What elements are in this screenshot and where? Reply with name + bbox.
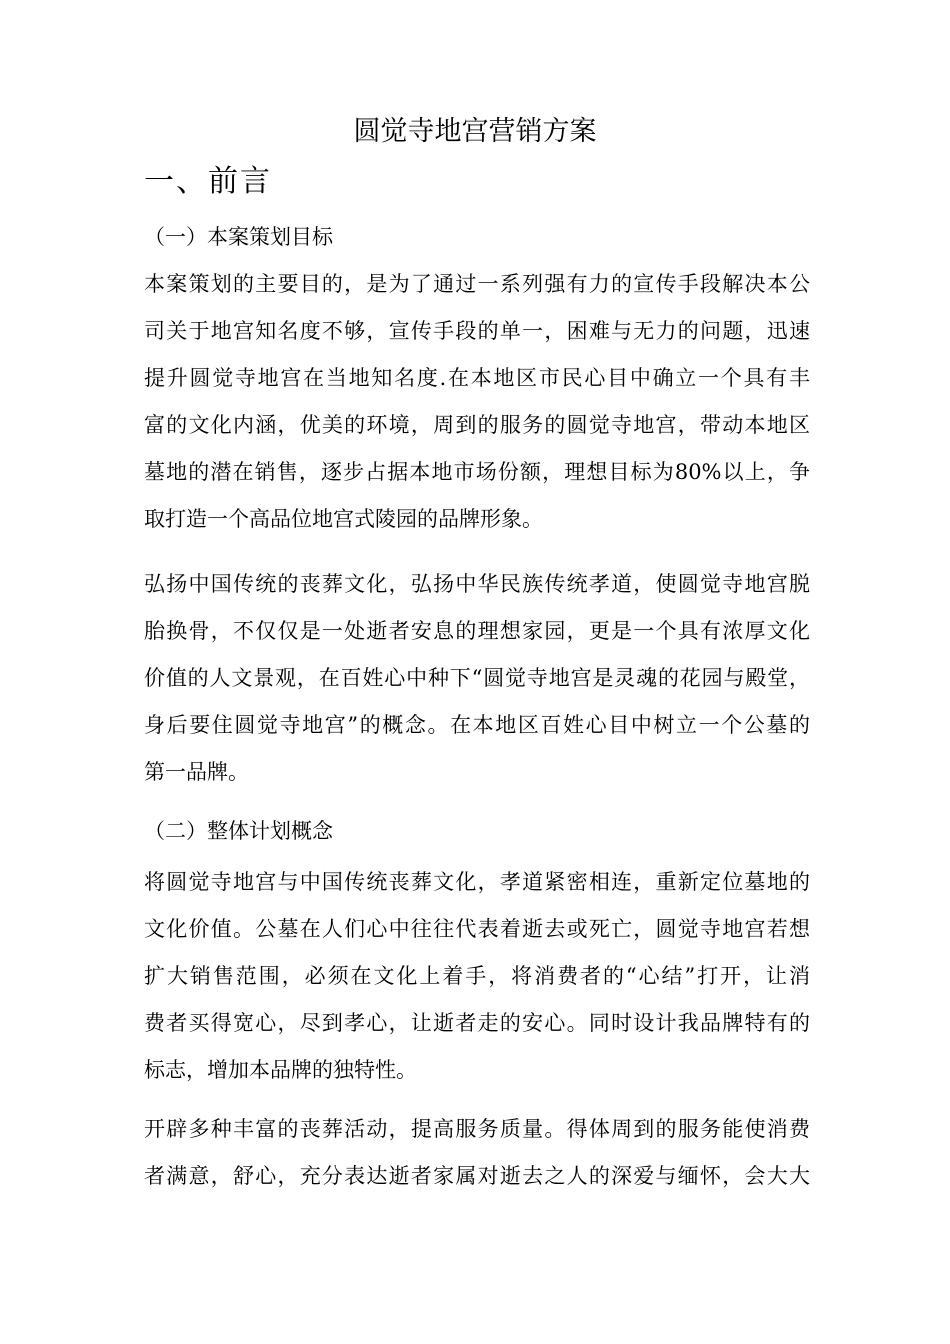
paragraph-line: 价值的人文景观，在百姓心中种下“圆觉寺地宫是灵魂的花园与殿堂， (144, 666, 810, 690)
paragraph-line: 身后要住圆觉寺地宫”的概念。在本地区百姓心目中树立一个公墓的 (144, 713, 810, 737)
paragraph-line: 提升圆觉寺地宫在当地知名度.在本地区市民心目中确立一个具有丰 (144, 366, 810, 390)
paragraph-concept-2 (144, 1106, 810, 1200)
paragraph-line: 本案策划的主要目的，是为了通过一系列强有力的宣传手段解决本公 (144, 272, 810, 296)
document-title: 圆觉寺地宫营销方案 (353, 116, 597, 147)
paragraph-line: 扩大销售范围，必须在文化上着手，将消费者的“心结”打开，让消 (144, 964, 810, 988)
paragraph-line: 取打造一个高品位地宫式陵园的品牌形象。 (144, 507, 543, 531)
paragraph-line: 标志，增加本品牌的独特性。 (144, 1058, 417, 1082)
paragraph-line: 墓地的潜在销售，逐步占据本地市场份额，理想目标为80%以上，争 (144, 460, 810, 484)
paragraph-line: 文化价值。公墓在人们心中往往代表着逝去或死亡，圆觉寺地宫若想 (144, 917, 810, 941)
section-heading-preface: 一、前言 (144, 164, 272, 199)
paragraph-line: 将圆觉寺地宫与中国传统丧葬文化，孝道紧密相连，重新定位墓地的 (144, 870, 810, 894)
paragraph-goal-2 (144, 561, 810, 796)
paragraph-line: 胎换骨，不仅仅是一处逝者安息的理想家园，更是一个具有浓厚文化 (144, 619, 810, 643)
paragraph-line: 开辟多种丰富的丧葬活动，提高服务质量。得体周到的服务能使消费 (144, 1117, 810, 1141)
subsection-heading-goal: （一）本案策划目标 (144, 225, 333, 249)
paragraph-concept-1 (144, 859, 810, 1094)
paragraph-line: 富的文化内涵，优美的环境，周到的服务的圆觉寺地宫，带动本地区 (144, 413, 810, 437)
paragraph-line: 司关于地宫知名度不够，宣传手段的单一，困难与无力的问题，迅速 (144, 319, 810, 343)
paragraph-line: 者满意，舒心，充分表达逝者家属对逝去之人的深爱与缅怀，会大大 (144, 1164, 810, 1188)
paragraph-line: 第一品牌。 (144, 760, 249, 784)
paragraph-goal-1 (144, 261, 810, 543)
subsection-heading-concept: （二）整体计划概念 (144, 819, 333, 843)
paragraph-line: 弘扬中国传统的丧葬文化，弘扬中华民族传统孝道，使圆觉寺地宫脱 (144, 572, 810, 596)
paragraph-line: 费者买得宽心，尽到孝心，让逝者走的安心。同时设计我品牌特有的 (144, 1011, 810, 1035)
